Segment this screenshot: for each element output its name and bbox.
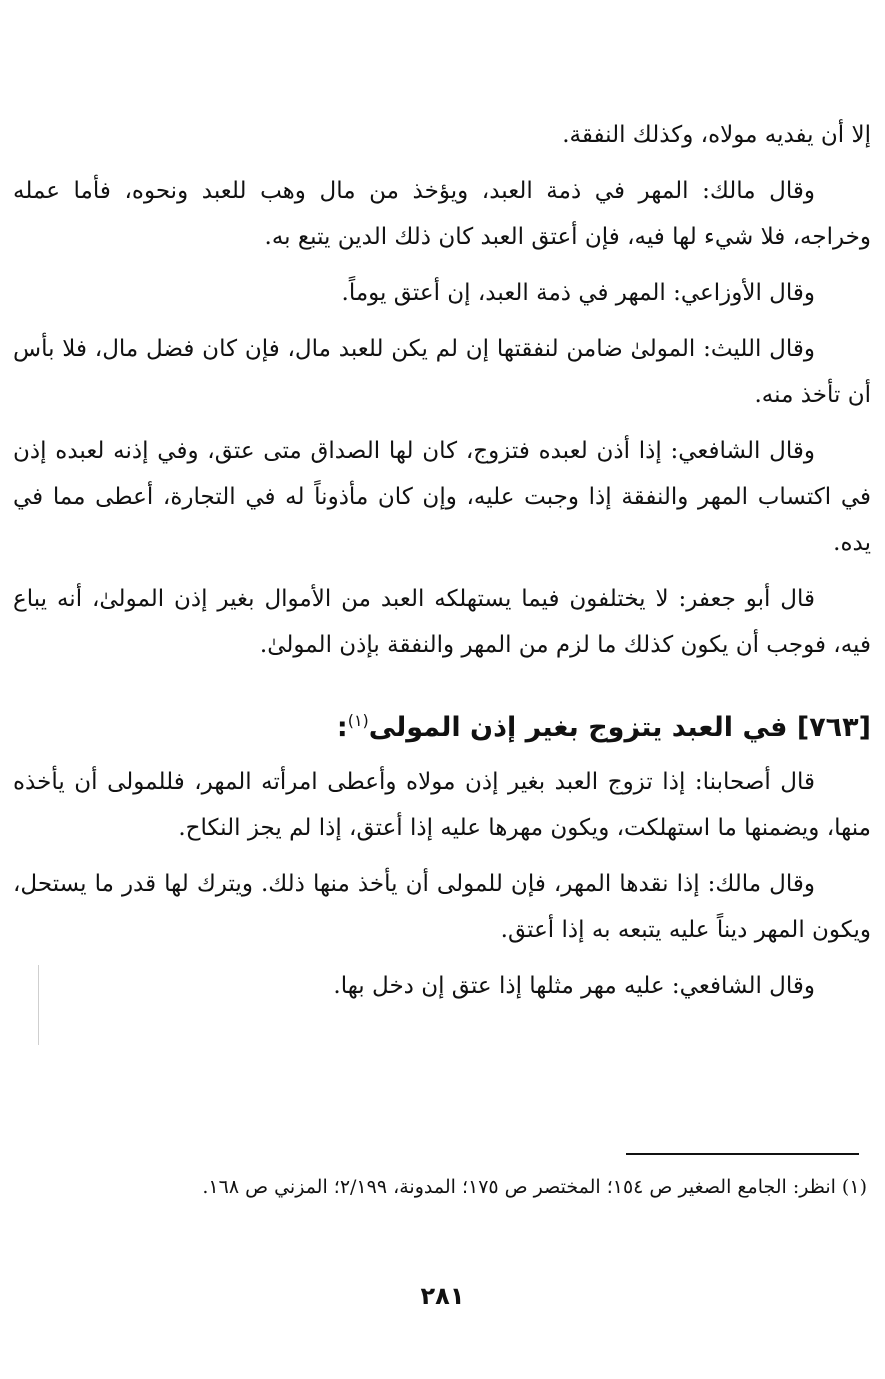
footnote-divider <box>626 1153 859 1155</box>
paragraph-malik-2: وقال مالك: إذا نقدها المهر، فإن للمولى أن يأخذ منها ذلك. ويترك لها قدر ما يستحل، ويكون المهر ديناً عليه يتبعه به إذا أعتق. <box>13 871 871 943</box>
section-heading <box>13 696 871 753</box>
paragraph-shafii-2: وقال الشافعي: عليه مهر مثلها إذا عتق إن دخل بها. <box>333 973 815 999</box>
margin-mark <box>38 965 39 1045</box>
page-body <box>13 112 871 1019</box>
page-number: ٢٨١ <box>420 1282 465 1310</box>
paragraph-continuation: إلا أن يفديه مولاه، وكذلك النفقة. <box>562 122 871 148</box>
paragraph-layth: وقال الليث: المولىٰ ضامن لنفقتها إن لم يكن للعبد مال، فإن كان فضل مال، فلا بأس أن تأخذ منه. <box>13 336 871 408</box>
section-number: [٧٦٣] <box>796 712 871 743</box>
paragraph-abu-jafar: قال أبو جعفر: لا يختلفون فيما يستهلكه العبد من الأموال بغير إذن المولىٰ، أنه يباع فيه، فوجب أن يكون كذلك ما لزم من المهر والنفقة بإذن المولىٰ. <box>13 586 871 658</box>
paragraph-ashabuna: قال أصحابنا: إذا تزوج العبد بغير إذن مولاه وأعطى امرأته المهر، فللمولى أن يأخذه منها، ويضمنها ما استهلكت، ويكون مهرها عليه إذا أعتق، إذا لم يجز النكاح. <box>13 769 871 841</box>
paragraph-malik: وقال مالك: المهر في ذمة العبد، ويؤخذ من مال وهب للعبد ونحوه، فأما عمله وخراجه، فلا شيء لها فيه، فإن أعتق العبد كان ذلك الدين يتبع به. <box>13 178 871 250</box>
section-title: في العبد يتزوج بغير إذن المولى <box>368 712 788 743</box>
heading-colon: : <box>336 712 348 743</box>
paragraph-shafii: وقال الشافعي: إذا أذن لعبده فتزوج، كان لها الصداق متى عتق، وفي إذنه لعبده إذن في اكتساب المهر والنفقة إذا وجبت عليه، وإن كان مأذوناً له في التجارة، أعطى مما في يده. <box>13 438 871 556</box>
footnote-text: (١) انظر: الجامع الصغير ص ١٥٤؛ المختصر ص ١٧٥؛ المدونة، ٢/١٩٩؛ المزني ص ١٦٨. <box>202 1176 867 1198</box>
paragraph-awzai: وقال الأوزاعي: المهر في ذمة العبد، إن أعتق يوماً. <box>341 280 815 306</box>
footnote-reference[interactable]: (١) <box>347 711 369 730</box>
